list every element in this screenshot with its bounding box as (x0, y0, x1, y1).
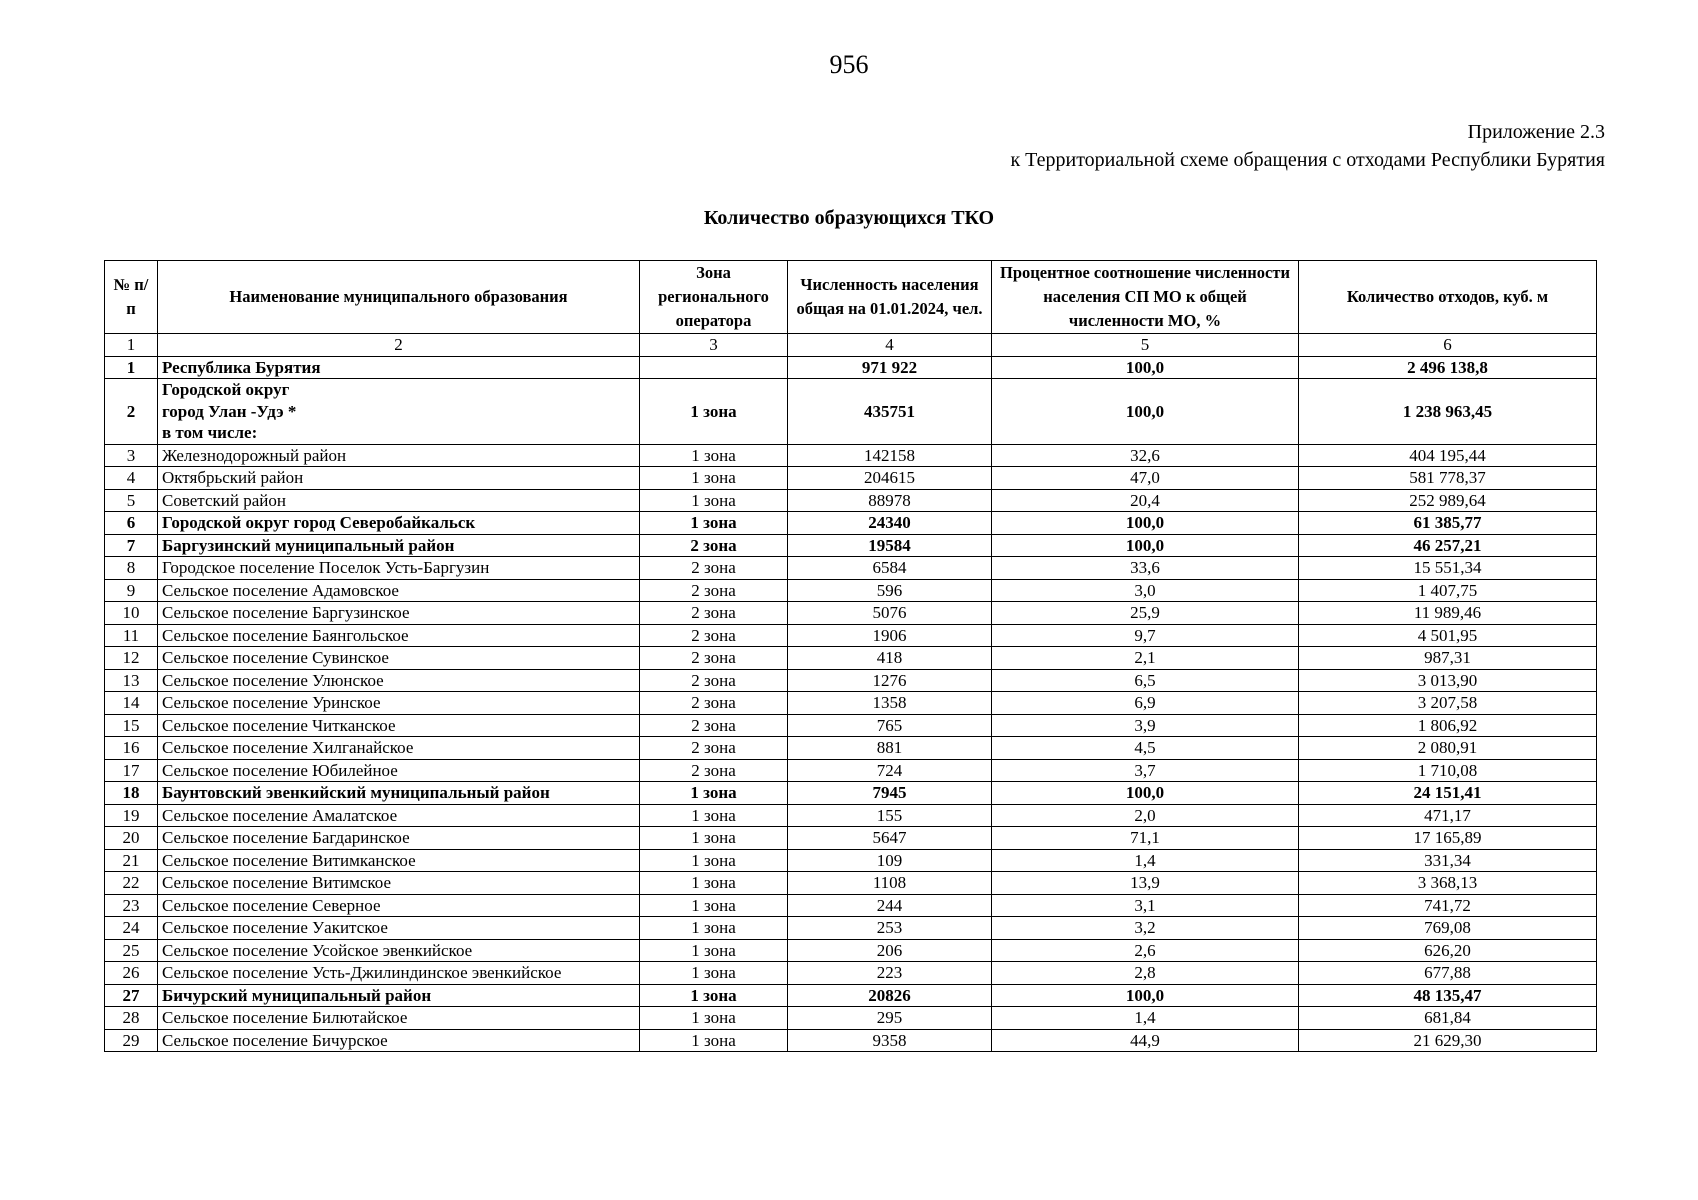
row-waste-cell: 1 238 963,45 (1299, 379, 1597, 445)
row-number-cell: 8 (105, 557, 158, 580)
row-zone-cell: 1 зона (640, 444, 788, 467)
row-number-cell: 22 (105, 872, 158, 895)
row-zone-cell: 1 зона (640, 467, 788, 490)
row-zone-cell: 2 зона (640, 647, 788, 670)
row-waste-cell: 15 551,34 (1299, 557, 1597, 580)
row-zone-cell: 2 зона (640, 759, 788, 782)
row-name-cell: Сельское поселение Бичурское (158, 1029, 640, 1052)
column-index-cell: 2 (158, 334, 640, 357)
row-population-cell: 295 (788, 1007, 992, 1030)
row-number-cell: 6 (105, 512, 158, 535)
row-percent-cell: 3,2 (992, 917, 1299, 940)
row-number-cell: 14 (105, 692, 158, 715)
row-population-cell: 971 922 (788, 356, 992, 379)
waste-table (104, 260, 1597, 1052)
row-population-cell: 244 (788, 894, 992, 917)
row-name-cell: Сельское поселение Улюнское (158, 669, 640, 692)
row-percent-cell: 44,9 (992, 1029, 1299, 1052)
row-number-cell: 21 (105, 849, 158, 872)
table-row (105, 624, 1597, 647)
document-title: Количество образующихся ТКО (703, 207, 995, 229)
row-waste-cell: 1 806,92 (1299, 714, 1597, 737)
table-header-row (105, 261, 1597, 334)
table-row (105, 782, 1597, 805)
row-waste-cell: 48 135,47 (1299, 984, 1597, 1007)
header-num: № п/п (105, 261, 158, 334)
row-waste-cell: 626,20 (1299, 939, 1597, 962)
table-row (105, 512, 1597, 535)
row-percent-cell: 33,6 (992, 557, 1299, 580)
row-population-cell: 435751 (788, 379, 992, 445)
row-number-cell: 9 (105, 579, 158, 602)
table-row (105, 1007, 1597, 1030)
row-waste-cell: 17 165,89 (1299, 827, 1597, 850)
row-name-cell: Сельское поселение Хилганайское (158, 737, 640, 760)
row-name-cell: Сельское поселение Усть-Джилиндинское эвенкийское (158, 962, 640, 985)
row-population-cell: 142158 (788, 444, 992, 467)
row-number-cell: 3 (105, 444, 158, 467)
row-population-cell: 24340 (788, 512, 992, 535)
table-row (105, 489, 1597, 512)
table-row (105, 692, 1597, 715)
row-number-cell: 13 (105, 669, 158, 692)
row-population-cell: 204615 (788, 467, 992, 490)
row-number-cell: 26 (105, 962, 158, 985)
row-zone-cell: 1 зона (640, 512, 788, 535)
row-population-cell: 596 (788, 579, 992, 602)
row-population-cell: 765 (788, 714, 992, 737)
row-number-cell: 19 (105, 804, 158, 827)
row-name-cell: Сельское поселение Амалатское (158, 804, 640, 827)
row-name-cell: Сельское поселение Читканское (158, 714, 640, 737)
header-percent: Процентное соотношение численности населения СП МО к общей численности МО, % (992, 261, 1299, 334)
row-name-cell (158, 379, 640, 445)
row-number-cell: 27 (105, 984, 158, 1007)
row-name-cell: Городской округ город Северобайкальск (158, 512, 640, 535)
row-percent-cell: 1,4 (992, 1007, 1299, 1030)
row-zone-cell: 1 зона (640, 827, 788, 850)
row-population-cell: 206 (788, 939, 992, 962)
row-percent-cell: 2,6 (992, 939, 1299, 962)
row-population-cell: 7945 (788, 782, 992, 805)
row-waste-cell: 471,17 (1299, 804, 1597, 827)
column-index-cell: 4 (788, 334, 992, 357)
row-waste-cell: 252 989,64 (1299, 489, 1597, 512)
row-name-cell: Сельское поселение Витимканское (158, 849, 640, 872)
row-name-cell: Сельское поселение Адамовское (158, 579, 640, 602)
row-number-cell: 15 (105, 714, 158, 737)
table-row (105, 356, 1597, 379)
appendix-line-1: Приложение 2.3 (1467, 121, 1605, 143)
row-population-cell: 20826 (788, 984, 992, 1007)
table-body (105, 356, 1597, 1052)
row-zone-cell (640, 356, 788, 379)
row-percent-cell: 3,9 (992, 714, 1299, 737)
row-number-cell: 24 (105, 917, 158, 940)
row-name-cell: Сельское поселение Северное (158, 894, 640, 917)
row-population-cell: 6584 (788, 557, 992, 580)
row-number-cell: 17 (105, 759, 158, 782)
row-number-cell: 18 (105, 782, 158, 805)
row-zone-cell: 1 зона (640, 984, 788, 1007)
row-waste-cell: 741,72 (1299, 894, 1597, 917)
row-population-cell: 5647 (788, 827, 992, 850)
row-number-cell: 11 (105, 624, 158, 647)
row-zone-cell: 1 зона (640, 939, 788, 962)
row-name-cell: Бичурский муниципальный район (158, 984, 640, 1007)
row-waste-cell: 61 385,77 (1299, 512, 1597, 535)
row-population-cell: 1906 (788, 624, 992, 647)
row-waste-cell: 46 257,21 (1299, 534, 1597, 557)
table-row (105, 827, 1597, 850)
row-percent-cell: 47,0 (992, 467, 1299, 490)
table-row (105, 917, 1597, 940)
row-percent-cell: 2,0 (992, 804, 1299, 827)
row-percent-cell: 13,9 (992, 872, 1299, 895)
row-population-cell: 881 (788, 737, 992, 760)
row-population-cell: 88978 (788, 489, 992, 512)
row-zone-cell: 2 зона (640, 557, 788, 580)
row-name-cell: Сельское поселение Баргузинское (158, 602, 640, 625)
row-number-cell: 4 (105, 467, 158, 490)
row-name-cell: Октябрьский район (158, 467, 640, 490)
table-row (105, 894, 1597, 917)
table-row (105, 467, 1597, 490)
row-name-line: город Улан -Удэ * (162, 401, 297, 421)
row-number-cell: 7 (105, 534, 158, 557)
row-waste-cell: 4 501,95 (1299, 624, 1597, 647)
row-waste-cell: 681,84 (1299, 1007, 1597, 1030)
row-name-cell: Сельское поселение Витимское (158, 872, 640, 895)
row-population-cell: 1358 (788, 692, 992, 715)
row-name-cell: Советский район (158, 489, 640, 512)
row-name-cell: Городское поселение Поселок Усть-Баргузин (158, 557, 640, 580)
row-waste-cell: 2 080,91 (1299, 737, 1597, 760)
header-zone: Зона регионального оператора (640, 261, 788, 334)
row-waste-cell: 769,08 (1299, 917, 1597, 940)
row-population-cell: 155 (788, 804, 992, 827)
column-index-cell: 5 (992, 334, 1299, 357)
row-waste-cell: 24 151,41 (1299, 782, 1597, 805)
table-row (105, 849, 1597, 872)
row-percent-cell: 100,0 (992, 782, 1299, 805)
row-name-cell: Сельское поселение Уринское (158, 692, 640, 715)
row-waste-cell: 987,31 (1299, 647, 1597, 670)
row-population-cell: 724 (788, 759, 992, 782)
table-row (105, 714, 1597, 737)
row-waste-cell: 331,34 (1299, 849, 1597, 872)
row-name-cell: Железнодорожный район (158, 444, 640, 467)
row-percent-cell: 20,4 (992, 489, 1299, 512)
row-waste-cell: 11 989,46 (1299, 602, 1597, 625)
row-zone-cell: 1 зона (640, 489, 788, 512)
row-population-cell: 9358 (788, 1029, 992, 1052)
row-number-cell: 16 (105, 737, 158, 760)
row-population-cell: 19584 (788, 534, 992, 557)
table-row (105, 602, 1597, 625)
row-zone-cell: 2 зона (640, 737, 788, 760)
row-waste-cell: 3 368,13 (1299, 872, 1597, 895)
row-waste-cell: 3 207,58 (1299, 692, 1597, 715)
row-number-cell: 12 (105, 647, 158, 670)
table-row (105, 557, 1597, 580)
row-waste-cell: 404 195,44 (1299, 444, 1597, 467)
table-row (105, 737, 1597, 760)
row-zone-cell: 1 зона (640, 1029, 788, 1052)
row-waste-cell: 21 629,30 (1299, 1029, 1597, 1052)
column-index-row (105, 334, 1597, 357)
table-row (105, 379, 1597, 445)
row-percent-cell: 6,9 (992, 692, 1299, 715)
table-row (105, 647, 1597, 670)
row-zone-cell: 1 зона (640, 917, 788, 940)
row-zone-cell: 1 зона (640, 782, 788, 805)
column-index-cell: 1 (105, 334, 158, 357)
table-row (105, 872, 1597, 895)
row-waste-cell: 677,88 (1299, 962, 1597, 985)
row-waste-cell: 1 407,75 (1299, 579, 1597, 602)
row-name-cell: Сельское поселение Билютайское (158, 1007, 640, 1030)
row-zone-cell: 2 зона (640, 692, 788, 715)
column-index-cell: 6 (1299, 334, 1597, 357)
row-percent-cell: 2,8 (992, 962, 1299, 985)
header-population: Численность населения общая на 01.01.2024, чел. (788, 261, 992, 334)
row-percent-cell: 100,0 (992, 534, 1299, 557)
row-percent-cell: 1,4 (992, 849, 1299, 872)
row-percent-cell: 100,0 (992, 984, 1299, 1007)
row-name-cell: Сельское поселение Уакитское (158, 917, 640, 940)
row-percent-cell: 32,6 (992, 444, 1299, 467)
row-population-cell: 253 (788, 917, 992, 940)
row-percent-cell: 3,0 (992, 579, 1299, 602)
appendix-line-2: к Территориальной схеме обращения с отходами Республики Бурятия (1010, 149, 1605, 171)
table-row (105, 579, 1597, 602)
row-percent-cell: 100,0 (992, 512, 1299, 535)
row-waste-cell: 3 013,90 (1299, 669, 1597, 692)
row-percent-cell: 3,7 (992, 759, 1299, 782)
row-name-cell: Баргузинский муниципальный район (158, 534, 640, 557)
appendix-note (1010, 118, 1605, 174)
row-number-cell: 1 (105, 356, 158, 379)
row-number-cell: 2 (105, 379, 158, 445)
row-percent-cell: 3,1 (992, 894, 1299, 917)
row-percent-cell: 6,5 (992, 669, 1299, 692)
table-row (105, 534, 1597, 557)
table-row (105, 804, 1597, 827)
row-zone-cell: 1 зона (640, 1007, 788, 1030)
table-row (105, 759, 1597, 782)
table-row (105, 962, 1597, 985)
table-row (105, 939, 1597, 962)
row-name-line: в том числе: (162, 423, 258, 442)
row-population-cell: 1276 (788, 669, 992, 692)
row-percent-cell: 25,9 (992, 602, 1299, 625)
row-waste-cell: 581 778,37 (1299, 467, 1597, 490)
row-name-cell: Сельское поселение Усойское эвенкийское (158, 939, 640, 962)
table-row (105, 669, 1597, 692)
header-waste: Количество отходов, куб. м (1299, 261, 1597, 334)
row-population-cell: 1108 (788, 872, 992, 895)
row-percent-cell: 71,1 (992, 827, 1299, 850)
row-name-cell: Баунтовский эвенкийский муниципальный район (158, 782, 640, 805)
row-population-cell: 223 (788, 962, 992, 985)
row-zone-cell: 1 зона (640, 872, 788, 895)
row-number-cell: 20 (105, 827, 158, 850)
row-name-line: Городской округ (162, 380, 290, 399)
header-name: Наименование муниципального образования (158, 261, 640, 334)
row-population-cell: 109 (788, 849, 992, 872)
page-number: 956 (829, 50, 869, 79)
row-name-cell: Республика Бурятия (158, 356, 640, 379)
row-zone-cell: 2 зона (640, 602, 788, 625)
row-number-cell: 25 (105, 939, 158, 962)
row-name-cell: Сельское поселение Юбилейное (158, 759, 640, 782)
row-percent-cell: 100,0 (992, 356, 1299, 379)
row-zone-cell: 1 зона (640, 849, 788, 872)
table-row (105, 1029, 1597, 1052)
row-percent-cell: 2,1 (992, 647, 1299, 670)
row-number-cell: 28 (105, 1007, 158, 1030)
row-name-cell: Сельское поселение Баянгольское (158, 624, 640, 647)
row-number-cell: 10 (105, 602, 158, 625)
column-index-cell: 3 (640, 334, 788, 357)
table-row (105, 444, 1597, 467)
row-waste-cell: 2 496 138,8 (1299, 356, 1597, 379)
row-name-cell: Сельское поселение Сувинское (158, 647, 640, 670)
row-zone-cell: 1 зона (640, 379, 788, 445)
row-zone-cell: 1 зона (640, 894, 788, 917)
row-zone-cell: 2 зона (640, 624, 788, 647)
row-zone-cell: 2 зона (640, 534, 788, 557)
row-population-cell: 418 (788, 647, 992, 670)
row-waste-cell: 1 710,08 (1299, 759, 1597, 782)
row-percent-cell: 4,5 (992, 737, 1299, 760)
table-row (105, 984, 1597, 1007)
row-population-cell: 5076 (788, 602, 992, 625)
row-zone-cell: 1 зона (640, 804, 788, 827)
row-zone-cell: 2 зона (640, 669, 788, 692)
row-zone-cell: 2 зона (640, 714, 788, 737)
row-zone-cell: 1 зона (640, 962, 788, 985)
row-number-cell: 23 (105, 894, 158, 917)
row-number-cell: 29 (105, 1029, 158, 1052)
row-zone-cell: 2 зона (640, 579, 788, 602)
row-percent-cell: 9,7 (992, 624, 1299, 647)
row-percent-cell: 100,0 (992, 379, 1299, 445)
row-name-cell: Сельское поселение Багдаринское (158, 827, 640, 850)
row-number-cell: 5 (105, 489, 158, 512)
